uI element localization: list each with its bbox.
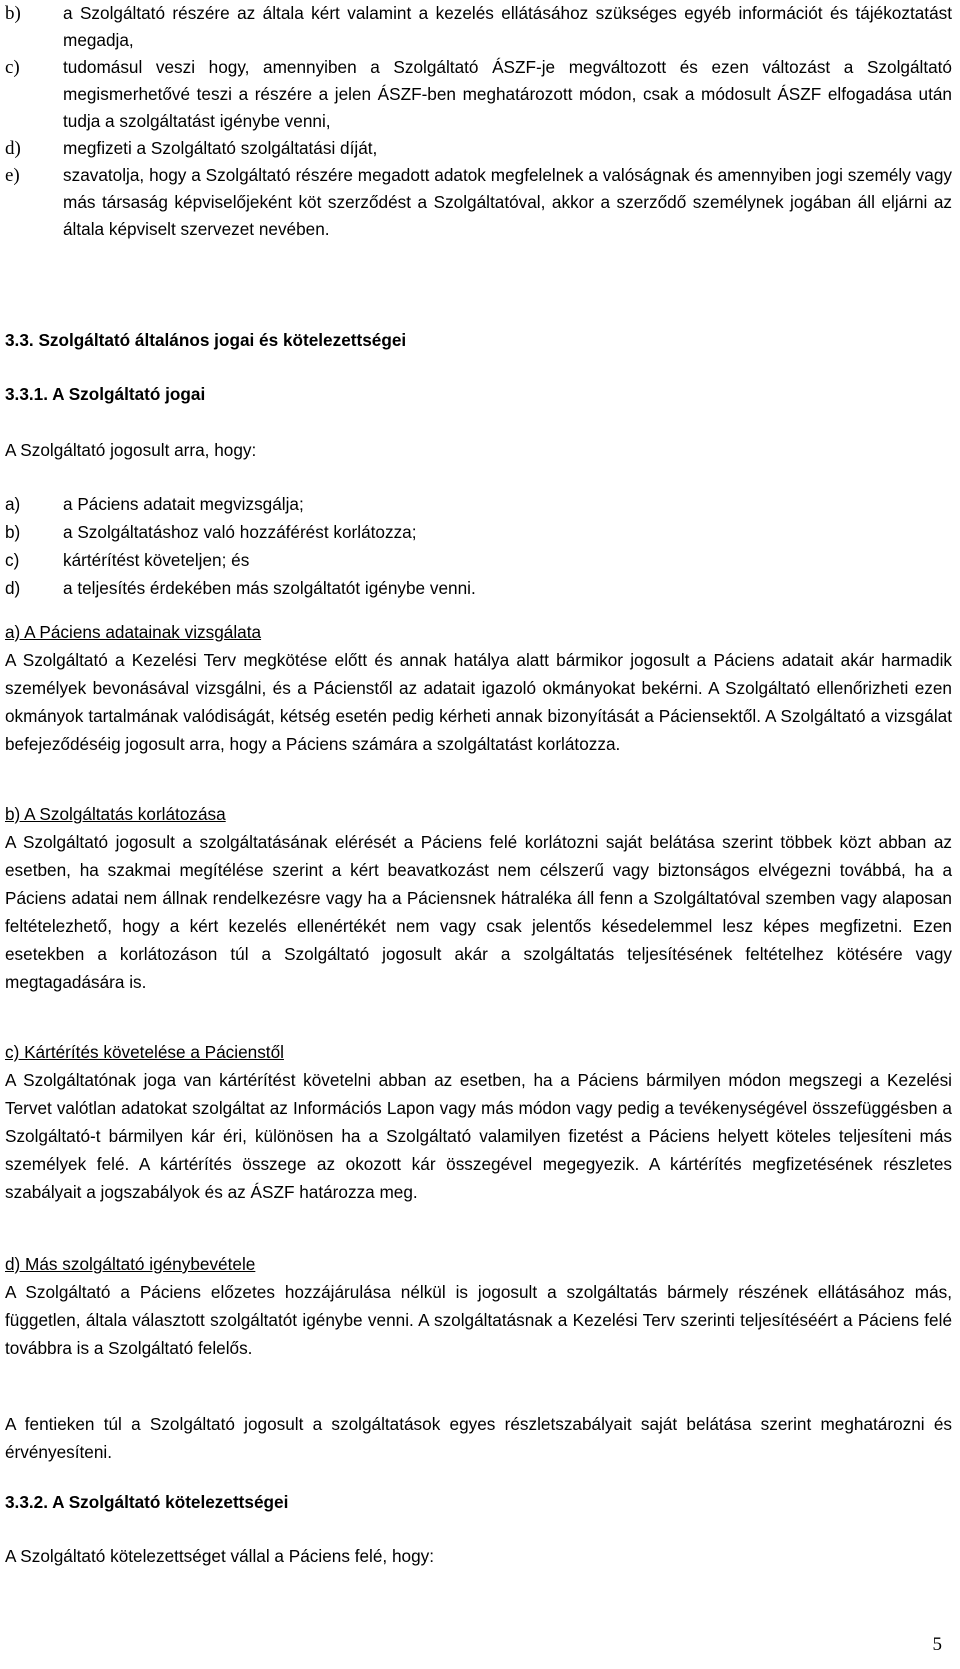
page-number: 5 [932,1634,942,1655]
section-a [5,618,952,758]
list-item [5,574,952,602]
list-item [5,518,952,546]
list-label: b) [5,522,21,542]
list-text: a Páciens adatait megvizsgálja; [63,494,304,514]
list-label: b) [5,3,21,24]
section-title: b) A Szolgáltatás korlátozása [5,804,226,824]
list-item [5,490,952,518]
rights-intro: A Szolgáltató jogosult arra, hogy: [5,440,257,460]
closing-paragraph: A fentieken túl a Szolgáltató jogosult a szolgáltatások egyes részletszabályait saját belátása szerint meghatározni és érvényesíteni. [5,1414,952,1462]
list-item [5,162,952,243]
list-text: szavatolja, hogy a Szolgáltató részére megadott adatok megfelelnek a valóságnak és amennyiben jogi személy vagy más társaság képviselőjeként köt szerződést a Szolgáltatóval, akkor a szerződő személynek jogában áll eljárni az általa képviselt szervezet nevében. [63,165,952,239]
list-text: a Szolgáltatáshoz való hozzáférést korlátozza; [63,522,417,542]
list-label: d) [5,578,21,598]
list-item [5,0,952,54]
section-heading-3-3-2: 3.3.2. A Szolgáltató kötelezettségei [5,1492,289,1512]
section-heading-3-3-1: 3.3.1. A Szolgáltató jogai [5,384,206,404]
section-title: a) A Páciens adatainak vizsgálata [5,622,262,642]
list-item [5,54,952,135]
list-label: d) [5,138,21,159]
section-d [5,1250,952,1362]
list-label: a) [5,494,21,514]
list-label: c) [5,550,20,570]
section-body: A Szolgáltató jogosult a szolgáltatásának elérését a Páciens felé korlátozni saját belátása szerint többek közt abban az esetben, ha szakmai megítélése szerint a kért beavatkozást nem célszerű vagy biztonságos elvégezni továbbá, ha a Páciens adatai nem állnak rendelkezésre vagy ha a Páciensnek hátraléka áll fenn a Szolgáltatóval szemben vagy alaposan feltételezhető, hogy a kért kezelés ellenértékét nem vagy csak jelentős késedelemmel lesz képes megfizetni. Ezen esetekben a korlátozáson túl a Szolgáltató jogosult akár a szolgáltatás teljesítésének feltételhez kötésére vagy megtagadására is. [5,832,952,992]
list-text: kártérítést követeljen; és [63,550,250,570]
intro-list [5,0,952,243]
section-body: A Szolgáltatónak joga van kártérítést követelni abban az esetben, ha a Páciens bármilyen módon megszegi a Kezelési Tervet valótlan adatokat szolgáltat az Információs Lapon vagy más módon vagy pedig a tevékenységével összefüggésben a Szolgáltató-t bármilyen kár éri, különösen ha a Szolgáltató valamilyen fizetést a Páciens helyett köteles teljesíteni más személyek felé. A kártérítés összege az okozott kár összegével megegyezik. A kártérítés megfizetésének részletes szabályait a jogszabályok és az ÁSZF határozza meg. [5,1070,952,1202]
section-heading-3-3: 3.3. Szolgáltató általános jogai és kötelezettségei [5,330,407,350]
section-b [5,800,952,996]
list-text: tudomásul veszi hogy, amennyiben a Szolgáltató ÁSZF-je megváltozott és ezen változást a Szolgáltató megismerhetővé teszi a részére a jelen ÁSZF-ben meghatározott módon, csak a módosult ÁSZF elfogadása után tudja a szolgáltatást igénybe venni, [63,57,952,131]
list-label: c) [5,57,20,78]
list-item [5,135,952,162]
list-text: a teljesítés érdekében más szolgáltatót igénybe venni. [63,578,476,598]
section-body: A Szolgáltató a Páciens előzetes hozzájárulása nélkül is jogosult a szolgáltatás bármely részének ellátásához más, független, általa választott szolgáltatót igénybe venni. A szolgáltatásnak a Kezelési Terv szerinti teljesítéséért a Páciens felé továbbra is a Szolgáltató felelős. [5,1282,952,1358]
list-text: a Szolgáltató részére az általa kért valamint a kezelés ellátásához szükséges egyéb információt és tájékoztatást megadja, [63,3,952,50]
rights-list [5,490,952,602]
list-item [5,546,952,574]
section-title: c) Kártérítés követelése a Pácienstől [5,1042,284,1062]
section-title: d) Más szolgáltató igénybevétele [5,1254,256,1274]
obligations-intro: A Szolgáltató kötelezettséget vállal a Páciens felé, hogy: [5,1546,434,1566]
section-c [5,1038,952,1206]
list-text: megfizeti a Szolgáltató szolgáltatási díját, [63,138,378,158]
section-body: A Szolgáltató a Kezelési Terv megkötése előtt és annak hatálya alatt bármikor jogosult a Páciens adatait akár harmadik személyek bevonásával vizsgálni, és a Pácienstől az adatait igazoló okmányokat bekérni. A Szolgáltató ellenőrizheti ezen okmányok tartalmának valódiságát, kétség esetén pedig kérheti annak bizonyítását a Páciensektől. A Szolgáltató a vizsgálat befejeződéséig jogosult arra, hogy a Páciens számára a szolgáltatást korlátozza. [5,650,952,754]
list-label: e) [5,165,20,186]
